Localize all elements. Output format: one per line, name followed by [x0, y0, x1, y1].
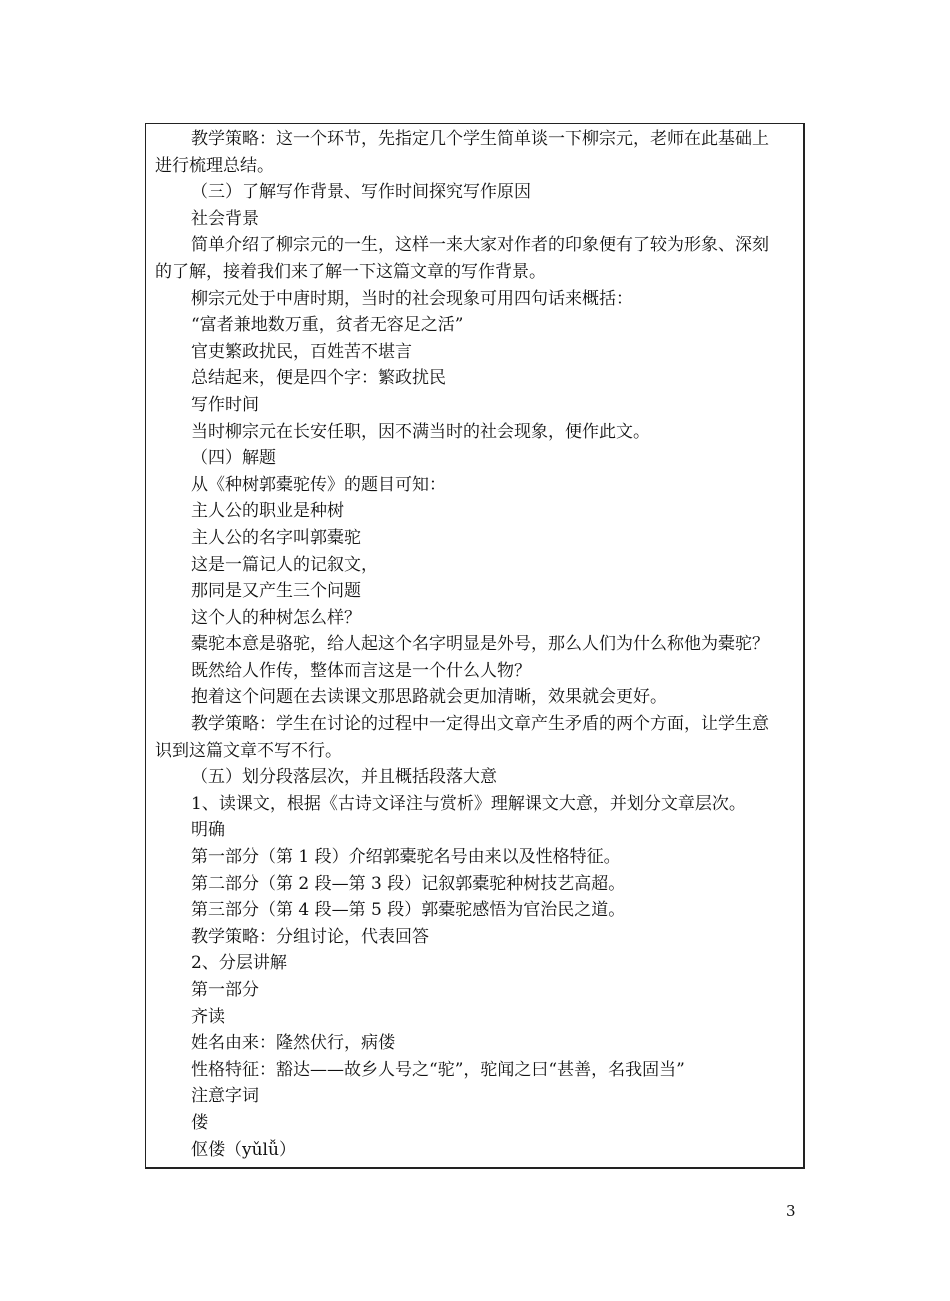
- text-line: 这是一篇记人的记叙文，: [191, 554, 378, 575]
- text-line: 偻: [191, 1112, 208, 1133]
- text-line: 伛偻（yǔlǚ）: [191, 1139, 296, 1160]
- text-line: 这个人的种树怎么样？: [191, 607, 361, 628]
- text-line: 抱着这个问题在去读课文那思路就会更加清晰，效果就会更好。: [191, 687, 667, 708]
- text-line: 总结起来，便是四个字：繁政扰民: [191, 368, 446, 389]
- text-line: 橐驼本意是骆驼，给人起这个名字明显是外号，那么人们为什么称他为橐驼？: [191, 634, 769, 655]
- text-line: 2、分层讲解: [191, 953, 287, 974]
- text-line: 姓名由来：隆然伏行，病偻: [191, 1033, 395, 1054]
- text-line: 性格特征：豁达——故乡人号之“驼”，驼闻之曰“甚善，名我固当”: [191, 1059, 685, 1080]
- text-line: 官吏繁政扰民，百姓苦不堪言: [191, 341, 412, 362]
- text-line: 社会背景: [191, 208, 259, 229]
- text-line: 写作时间: [191, 394, 259, 415]
- text-line: 教学策略：这一个环节，先指定几个学生简单谈一下柳宗元，老师在此基础上: [191, 129, 769, 149]
- text-line: 教学策略：分组讨论，代表回答: [191, 926, 429, 947]
- text-line: 第三部分（第 4 段—第 5 段）郭橐驼感悟为官治民之道。: [191, 900, 626, 921]
- text-line: 第一部分（第 1 段）介绍郭橐驼名号由来以及性格特征。: [191, 847, 621, 868]
- text-line: “富者兼地数万重，贫者无容足之活”: [191, 315, 464, 336]
- text-line: 的了解，接着我们来了解一下这篇文章的写作背景。: [155, 261, 546, 282]
- text-line: 那同是又产生三个问题: [191, 581, 361, 602]
- text-line: 第二部分（第 2 段—第 3 段）记叙郭橐驼种树技艺高超。: [191, 873, 626, 894]
- text-line: （三）了解写作背景、写作时间探究写作原因: [191, 182, 531, 203]
- text-line: 从《种树郭橐驼传》的题目可知：: [191, 474, 446, 495]
- text-line: 简单介绍了柳宗元的一生，这样一来大家对作者的印象便有了较为形象、深刻: [191, 235, 769, 256]
- text-line: （四）解题: [191, 448, 276, 469]
- text-line: 1、读课文，根据《古诗文译注与赏析》理解课文大意，并划分文章层次。: [191, 793, 746, 814]
- document-body: [155, 126, 799, 1163]
- text-line: 注意字词: [191, 1086, 259, 1107]
- text-line: 柳宗元处于中唐时期，当时的社会现象可用四句话来概括：: [191, 288, 633, 309]
- text-line: 进行梳理总结。: [155, 155, 274, 176]
- text-line: 第一部分: [191, 980, 259, 1000]
- text-line: （五）划分段落层次，并且概括段落大意: [191, 767, 497, 788]
- text-line: 既然给人作传，整体而言这是一个什么人物？: [191, 660, 531, 681]
- text-line: 明确: [191, 820, 225, 841]
- text-line: 主人公的名字叫郭橐驼: [191, 527, 361, 548]
- text-line: 识到这篇文章不写不行。: [155, 740, 342, 761]
- text-line: 教学策略：学生在讨论的过程中一定得出文章产生矛盾的两个方面，让学生意: [191, 714, 769, 735]
- text-line: 齐读: [191, 1006, 225, 1027]
- text-line: 当时柳宗元在长安任职，因不满当时的社会现象，便作此文。: [191, 421, 650, 442]
- page-number: 3: [786, 1202, 796, 1220]
- text-line: 主人公的职业是种树: [191, 501, 344, 522]
